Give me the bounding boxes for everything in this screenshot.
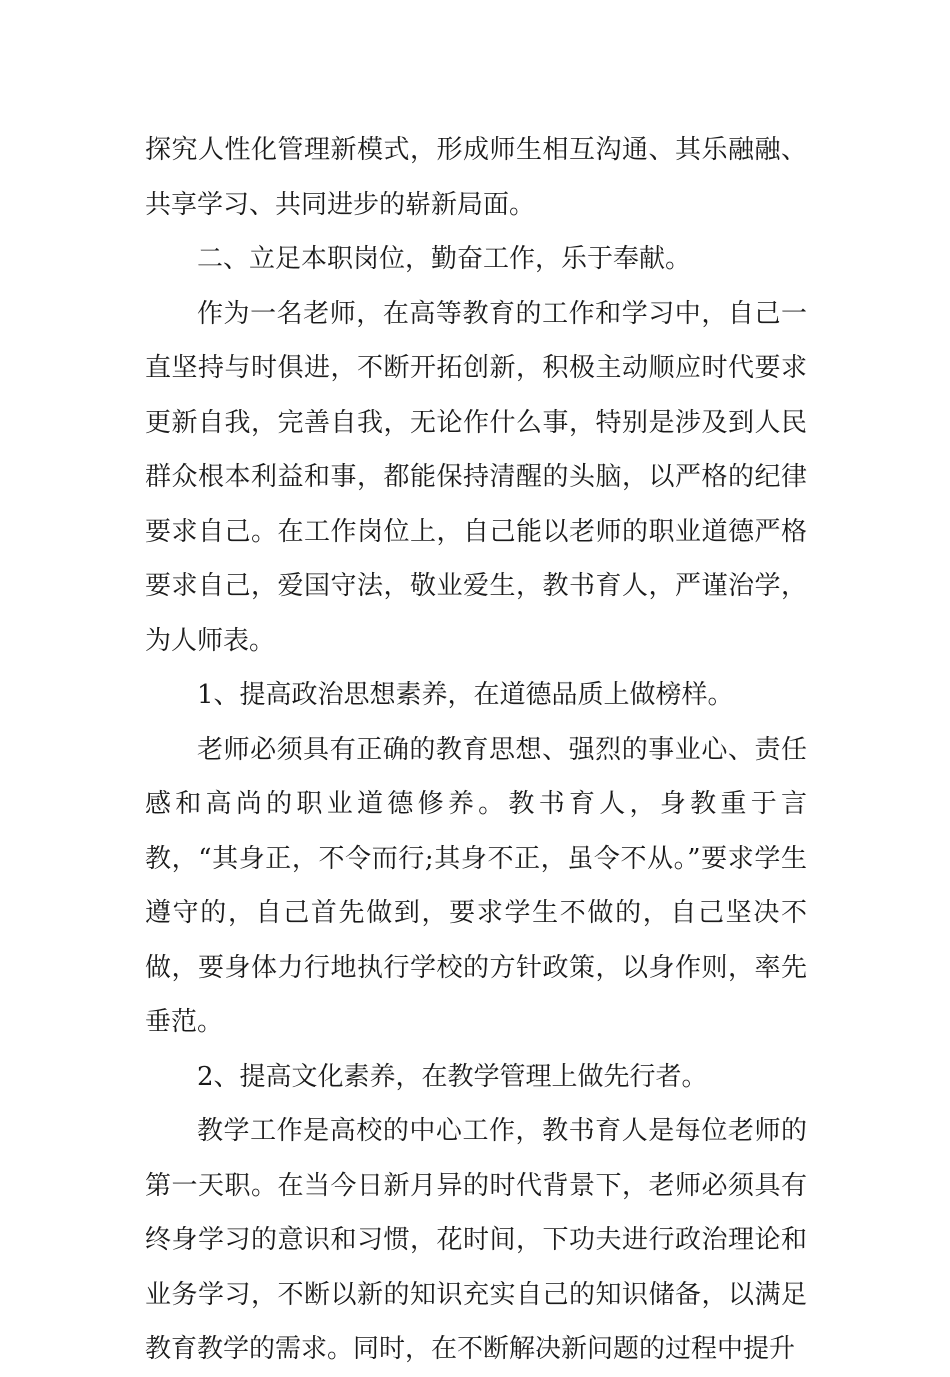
paragraph-3: 作为一名老师，在高等教育的工作和学习中，自己一直坚持与时俱进，不断开拓创新，积极主动顺应时代要求更新自我，完善自我，无论作什么事，特别是涉及到人民群众根本利益和事，都能保持清醒的头脑，以严格的纪律要求自己。在工作岗位上，自己能以老师的职业道德严格要求自己，爱国守法，敬业爱生，教书育人，严谨治学，为人师表。 (145, 298, 807, 656)
section-heading-2: 二、立足本职岗位，勤奋工作，乐于奉献。 (197, 244, 692, 274)
paragraph-7: 教学工作是高校的中心工作，教书育人是每位老师的第一天职。在当今日新月异的时代背景下，老师必须具有终身学习的意识和习惯，花时间，下功夫进行政治理论和业务学习，不断以新的知识充实自己的知识储备，以满足教育教学的需求。同时，在不断解决新问题的过程中提升 (145, 1116, 807, 1364)
paragraph-5: 老师必须具有正确的教育思想、强烈的事业心、责任感和高尚的职业道德修养。教书育人，身教重于言教，“其身正，不令而行;其身不正，虽令不从。”要求学生遵守的，自己首先做到，要求学生不做的，自己坚决不做，要身体力行地执行学校的方针政策，以身作则，率先垂范。 (145, 734, 807, 1037)
paragraph-1: 探究人性化管理新模式，形成师生相互沟通、其乐融融、共享学习、共同进步的崭新局面。 (145, 135, 807, 220)
document-body (145, 123, 807, 1377)
subheading-2: 2、提高文化素养，在教学管理上做先行者。 (197, 1061, 708, 1092)
subheading-1: 1、提高政治思想素养，在道德品质上做榜样。 (197, 680, 734, 710)
